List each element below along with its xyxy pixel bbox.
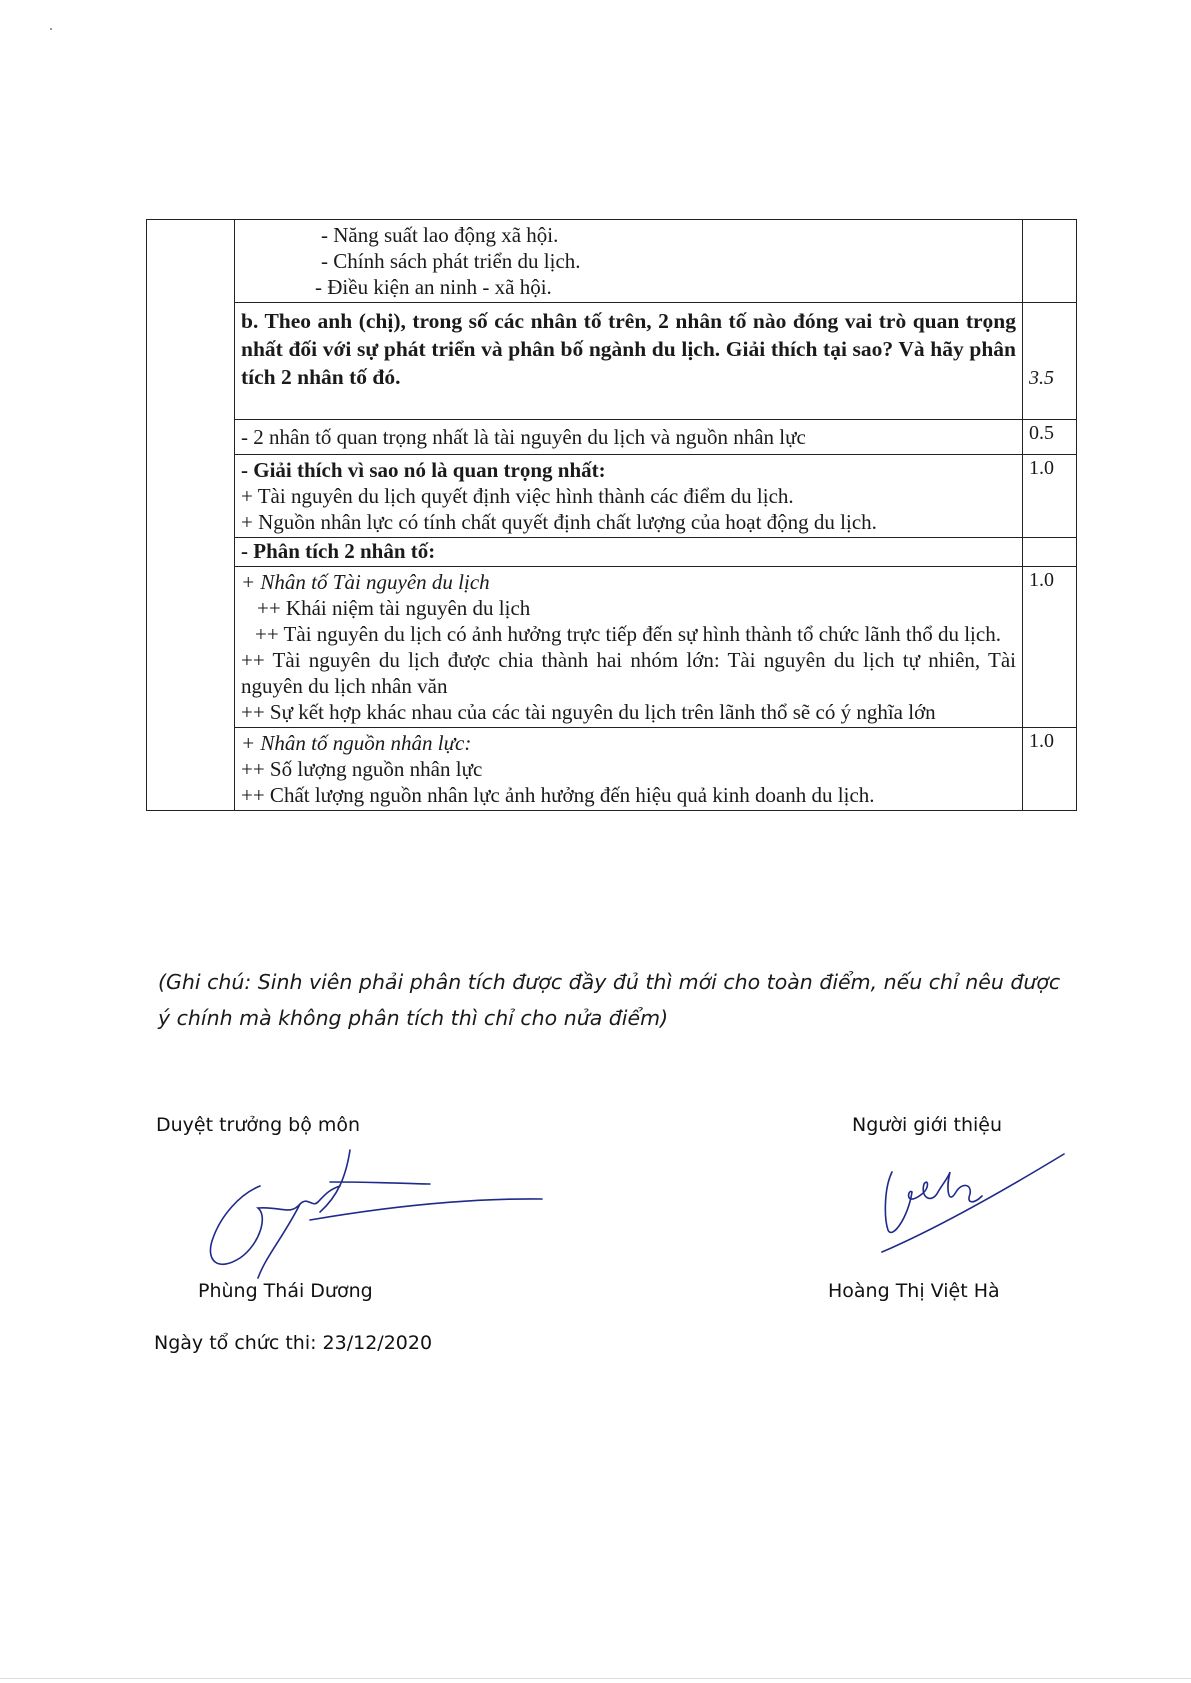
- explain-line: + Tài nguyên du lịch quyết định việc hình thành các điểm du lịch.: [241, 484, 794, 508]
- factor1-line: ++ Khái niệm tài nguyên du lịch: [257, 596, 531, 620]
- factor1-line: ++ Tài nguyên du lịch có ảnh hưởng trực tiếp đến sự hình thành tổ chức lãnh thổ du lịch.: [255, 622, 1001, 646]
- analysis-heading: - Phân tích 2 nhân tố:: [241, 539, 436, 563]
- left-signature-image: [200, 1146, 550, 1281]
- table-row: [147, 455, 1077, 538]
- explain-line: + Nguồn nhân lực có tính chất quyết định chất lượng của hoạt động du lịch.: [241, 510, 877, 534]
- analysis-heading-cell: [235, 538, 1023, 567]
- factor2-line: ++ Số lượng nguồn nhân lực: [241, 757, 483, 781]
- left-signer-name: Phùng Thái Dương: [198, 1280, 373, 1302]
- table-row: [147, 567, 1077, 728]
- right-signer-name: Hoàng Thị Việt Hà: [828, 1280, 1000, 1302]
- question-b-cell: [235, 303, 1023, 420]
- table-row: [147, 220, 1077, 303]
- explain-cell: [235, 455, 1023, 538]
- factor1-line: ++ Tài nguyên du lịch được chia thành hai nhóm lớn: Tài nguyên du lịch tự nhiên, Tài nguyên du lịch nhân văn: [241, 648, 1016, 698]
- factor1-cell: [235, 567, 1023, 728]
- factor1-line: ++ Sự kết hợp khác nhau của các tài nguyên du lịch trên lãnh thổ sẽ có ý nghĩa lớn: [241, 700, 936, 724]
- exam-date: Ngày tổ chức thi: 23/12/2020: [154, 1332, 433, 1354]
- table-row: [147, 538, 1077, 567]
- factor-list-item: - Năng suất lao động xã hội.: [321, 223, 559, 247]
- answer-cell: [235, 420, 1023, 455]
- grading-note: (Ghi chú: Sinh viên phải phân tích được đầy đủ thì mới cho toàn điểm, nếu chỉ nêu được ý chính mà không phân tích thì chỉ cho nửa điểm): [158, 970, 1061, 1030]
- page-bottom-edge: [0, 1678, 1191, 1679]
- table-row: [147, 728, 1077, 811]
- factor1-score: 1.0: [1023, 567, 1077, 728]
- factor-list-cell: [235, 220, 1023, 303]
- question-b-text: b. Theo anh (chị), trong số các nhân tố trên, 2 nhân tố nào đóng vai trò quan trọng nhất đối với sự phát triển và phân bố ngành du lịch. Giải thích tại sao? Và hãy phân tích 2 nhân tố đó.: [241, 309, 1016, 389]
- explain-heading: - Giải thích vì sao nó là quan trọng nhất:: [241, 458, 606, 482]
- scan-speck: [50, 28, 52, 30]
- right-signature-image: [878, 1148, 1068, 1258]
- factor2-heading: + Nhân tố nguồn nhân lực:: [241, 731, 472, 755]
- grading-table: [146, 219, 1077, 811]
- score-cell: [1023, 220, 1077, 303]
- table-left-column: [147, 220, 235, 811]
- factor1-heading: + Nhân tố Tài nguyên du lịch: [241, 570, 490, 594]
- factor-list-item: - Chính sách phát triển du lịch.: [321, 249, 581, 273]
- question-b-score: 3.5: [1023, 303, 1077, 420]
- right-signature-title: Người giới thiệu: [852, 1114, 1003, 1136]
- table-row: [147, 303, 1077, 420]
- table-row: [147, 420, 1077, 455]
- factor2-line: ++ Chất lượng nguồn nhân lực ảnh hưởng đến hiệu quả kinh doanh du lịch.: [241, 783, 875, 807]
- factor2-cell: [235, 728, 1023, 811]
- factor2-score: 1.0: [1023, 728, 1077, 811]
- score-cell: [1023, 538, 1077, 567]
- answer-text: - 2 nhân tố quan trọng nhất là tài nguyên du lịch và nguồn nhân lực: [241, 425, 806, 449]
- factor-list-item: - Điều kiện an ninh - xã hội.: [315, 275, 552, 299]
- left-signature-title: Duyệt trưởng bộ môn: [156, 1114, 361, 1136]
- answer-score: 0.5: [1023, 420, 1077, 455]
- explain-score: 1.0: [1023, 455, 1077, 538]
